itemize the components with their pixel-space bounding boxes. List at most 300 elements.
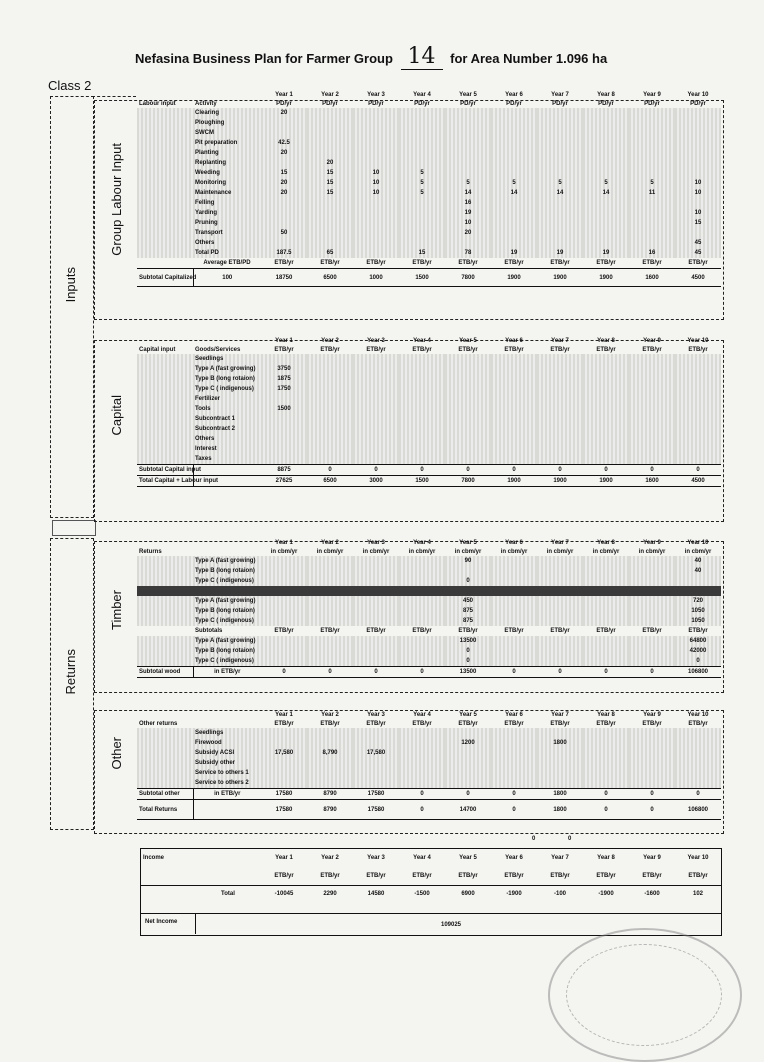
table-row <box>137 434 721 444</box>
table-cell <box>399 576 445 586</box>
subtotal-row <box>137 476 721 487</box>
table-cell <box>307 566 353 576</box>
table-cell <box>399 606 445 616</box>
table-cell <box>629 656 675 667</box>
table-cell: 0 <box>512 791 516 797</box>
table-cell <box>491 636 537 646</box>
table-cell <box>399 138 445 148</box>
table-cell <box>353 454 399 465</box>
table-cell <box>537 158 583 168</box>
table-cell: Year 3 <box>367 91 385 98</box>
table-cell: Replanting <box>193 158 261 168</box>
timber-table <box>137 538 721 678</box>
table-cell: Subsidy other <box>193 758 261 768</box>
table-cell: 13500 <box>445 636 491 646</box>
table-cell: Type B (long rotaion) <box>193 606 261 616</box>
table-cell <box>353 148 399 158</box>
table-cell: Year 5 <box>459 91 477 98</box>
table-cell: SWCM <box>193 128 261 138</box>
table-cell <box>307 768 353 778</box>
table-cell <box>491 238 537 248</box>
table-cell <box>491 108 537 118</box>
table-cell <box>537 118 583 128</box>
table-cell <box>629 384 675 394</box>
table-cell: Pit preparation <box>193 138 261 148</box>
table-cell: -1900 <box>598 891 614 898</box>
table-cell: 106800 <box>687 669 709 675</box>
table-cell <box>491 586 537 596</box>
table-cell: Year 4 <box>413 91 431 98</box>
table-cell: 875 <box>445 616 491 626</box>
table-cell <box>307 414 353 424</box>
table-cell <box>491 556 537 566</box>
table-cell: ETB/yr <box>412 628 432 634</box>
table-cell: 14 <box>491 188 537 198</box>
table-cell: Year 1 <box>275 855 293 861</box>
table-row <box>137 374 721 384</box>
table-cell: 0 <box>374 669 378 675</box>
table-cell <box>137 434 193 444</box>
table-row <box>137 576 721 586</box>
table-cell: Year 10 <box>687 711 709 718</box>
table-row <box>137 636 721 646</box>
table-cell: 450 <box>445 596 491 606</box>
table-cell <box>583 566 629 576</box>
table-cell <box>583 748 629 758</box>
table-cell <box>353 384 399 394</box>
table-cell <box>491 414 537 424</box>
table-cell: 0 <box>558 669 562 675</box>
table-cell <box>137 178 193 188</box>
class-label: Class 2 <box>48 78 92 93</box>
table-cell: 0 <box>604 467 608 473</box>
table-cell <box>399 586 445 596</box>
table-cell: 40 <box>675 556 721 566</box>
table-cell <box>629 364 675 374</box>
table-cell <box>491 728 537 738</box>
table-cell: 0 <box>420 669 424 675</box>
table-row <box>137 128 721 138</box>
table-cell <box>307 424 353 434</box>
table-cell <box>137 238 193 248</box>
table-cell: Year 6 <box>505 711 523 718</box>
table-cell <box>137 248 193 258</box>
subtotal-row <box>137 667 721 678</box>
table-cell <box>353 158 399 168</box>
table-cell <box>537 364 583 374</box>
table-cell <box>353 424 399 434</box>
table-cell <box>583 364 629 374</box>
table-cell <box>399 424 445 434</box>
table-cell <box>137 228 193 238</box>
table-cell: Year 7 <box>551 855 569 861</box>
table-cell: Year 10 <box>687 855 709 861</box>
table-row <box>137 364 721 374</box>
table-cell <box>307 128 353 138</box>
table-cell <box>491 374 537 384</box>
table-cell: ETB/yr <box>412 872 432 879</box>
table-cell: 5 <box>399 178 445 188</box>
table-cell <box>583 758 629 768</box>
table-cell: Year 4 <box>413 539 431 546</box>
table-cell: 5 <box>629 178 675 188</box>
table-cell <box>307 646 353 656</box>
table-cell <box>583 586 629 596</box>
table-cell <box>583 354 629 364</box>
table-cell <box>491 758 537 768</box>
table-cell: ETB/yr <box>596 872 616 879</box>
table-cell <box>583 434 629 444</box>
table-cell: 19 <box>491 248 537 258</box>
table-cell <box>261 636 307 646</box>
table-cell: ETB/yr <box>688 346 708 353</box>
table-cell <box>261 424 307 434</box>
table-cell <box>307 576 353 586</box>
table-cell: 106800 <box>687 806 709 813</box>
table-cell: ETB/yr <box>366 346 386 353</box>
table-cell <box>629 354 675 364</box>
table-cell <box>399 556 445 566</box>
table-cell <box>399 616 445 626</box>
table-cell <box>491 198 537 208</box>
table-cell <box>307 728 353 738</box>
table-cell: 78 <box>445 248 491 258</box>
table-cell <box>399 158 445 168</box>
table-cell: 17580 <box>367 806 385 813</box>
table-cell: ETB/yr <box>504 346 524 353</box>
table-cell <box>137 374 193 384</box>
table-cell <box>399 364 445 374</box>
table-cell <box>675 118 721 128</box>
table-cell: Year 5 <box>459 711 477 718</box>
table-cell <box>353 128 399 138</box>
table-cell <box>137 424 193 434</box>
table-cell <box>399 384 445 394</box>
table-cell: 1800 <box>553 806 567 813</box>
table-cell <box>353 646 399 656</box>
table-cell: Year 5 <box>459 539 477 546</box>
table-cell <box>137 208 193 218</box>
table-cell <box>141 885 195 903</box>
table-cell: 17580 <box>367 791 385 797</box>
table-cell: ETB/yr <box>366 628 386 634</box>
table-cell: 1600 <box>645 274 659 281</box>
table-cell: 17580 <box>275 806 293 813</box>
table-cell: ETB/yr <box>642 628 662 634</box>
table-cell: Year 10 <box>687 91 709 98</box>
table-cell <box>353 108 399 118</box>
table-cell: Type B (long rotaion) <box>193 646 261 656</box>
table-cell: 64800 <box>675 636 721 646</box>
table-cell: in cbm/yr <box>638 548 666 555</box>
labour-label: Group Labour Input <box>109 143 124 256</box>
table-cell: Year 6 <box>505 337 523 344</box>
table-cell: 20 <box>445 228 491 238</box>
table-cell: 1800 <box>553 791 567 797</box>
table-cell <box>137 90 193 99</box>
table-cell <box>353 354 399 364</box>
table-cell: ETB/yr <box>688 720 708 727</box>
table-cell <box>307 444 353 454</box>
table-cell <box>629 168 675 178</box>
table-cell <box>537 434 583 444</box>
table-cell: 14 <box>583 188 629 198</box>
table-cell <box>353 768 399 778</box>
net-income-label: Net Income <box>145 919 178 925</box>
table-cell <box>629 158 675 168</box>
table-cell <box>675 748 721 758</box>
table-cell: -10045 <box>274 891 294 898</box>
table-cell <box>445 374 491 384</box>
header-row <box>137 90 721 99</box>
table-cell: ETB/yr <box>458 346 478 353</box>
table-cell <box>675 404 721 414</box>
table-cell <box>399 108 445 118</box>
table-cell: Year 8 <box>597 539 615 546</box>
below-value: 0 <box>532 836 536 842</box>
table-cell <box>399 118 445 128</box>
table-cell: Type A (fast growing) <box>193 364 261 374</box>
table-cell: Taxes <box>193 454 261 465</box>
labour-table <box>137 90 721 287</box>
table-row <box>137 768 721 778</box>
table-cell: 8875 <box>277 467 291 473</box>
table-cell: 1750 <box>261 384 307 394</box>
table-cell: -100 <box>553 891 566 898</box>
table-cell <box>583 138 629 148</box>
table-cell <box>307 616 353 626</box>
table-cell <box>629 606 675 616</box>
table-cell: ETB/yr <box>550 346 570 353</box>
table-cell <box>261 566 307 576</box>
table-cell <box>193 719 261 728</box>
table-cell: 5 <box>399 188 445 198</box>
table-cell <box>537 208 583 218</box>
table-cell: 16 <box>445 198 491 208</box>
table-cell <box>491 218 537 228</box>
table-cell: Service to others 1 <box>193 768 261 778</box>
table-cell <box>537 404 583 414</box>
table-cell <box>537 444 583 454</box>
table-cell <box>307 238 353 248</box>
table-cell: ETB/yr <box>642 872 662 879</box>
subtotal-row <box>137 465 721 476</box>
table-cell <box>399 208 445 218</box>
table-cell: 15 <box>399 248 445 258</box>
table-cell <box>537 656 583 667</box>
table-cell <box>537 748 583 758</box>
table-cell: Income <box>143 855 165 861</box>
table-cell <box>583 656 629 667</box>
table-cell: PD/yr <box>414 100 430 107</box>
table-cell: -1600 <box>644 891 660 898</box>
table-cell <box>353 374 399 384</box>
table-cell: Monitoring <box>193 178 261 188</box>
table-cell: Capital input <box>139 346 176 353</box>
table-cell <box>399 228 445 238</box>
table-cell <box>537 384 583 394</box>
table-cell: Seedlings <box>193 354 261 364</box>
table-cell: in ETB/yr <box>214 791 241 797</box>
table-cell: ETB/yr <box>274 346 294 353</box>
table-cell <box>353 616 399 626</box>
table-cell: 1500 <box>415 274 429 281</box>
table-cell: Year 3 <box>367 337 385 344</box>
table-cell <box>399 394 445 404</box>
table-cell <box>491 208 537 218</box>
table-cell <box>491 118 537 128</box>
table-cell: ETB/yr <box>274 720 294 727</box>
table-cell <box>353 738 399 748</box>
returns-frame <box>50 538 94 830</box>
table-cell <box>137 656 193 667</box>
table-cell: 720 <box>675 596 721 606</box>
table-cell: in cbm/yr <box>316 548 344 555</box>
table-cell: ETB/yr <box>320 872 340 879</box>
table-cell: Year 2 <box>321 711 339 718</box>
table-cell <box>583 218 629 228</box>
table-cell <box>399 238 445 248</box>
table-cell: Year 8 <box>597 91 615 98</box>
table-cell: Year 7 <box>551 337 569 344</box>
table-cell: 5 <box>491 178 537 188</box>
table-cell <box>583 728 629 738</box>
table-cell <box>353 364 399 374</box>
table-cell <box>137 414 193 424</box>
table-cell <box>399 738 445 748</box>
table-cell <box>445 168 491 178</box>
table-cell <box>399 198 445 208</box>
table-cell <box>137 188 193 198</box>
table-cell: Type C ( indigenous) <box>193 384 261 394</box>
table-cell: Subtotals <box>195 628 223 634</box>
table-cell: 19 <box>445 208 491 218</box>
table-cell <box>491 778 537 789</box>
table-cell <box>353 404 399 414</box>
table-row <box>137 606 721 616</box>
subtotal-row <box>137 269 721 287</box>
table-cell: Service to others 2 <box>193 778 261 789</box>
table-cell: in cbm/yr <box>500 548 528 555</box>
table-row <box>137 148 721 158</box>
table-cell <box>445 758 491 768</box>
capital-table <box>137 336 721 487</box>
table-cell: Year 6 <box>505 539 523 546</box>
table-cell <box>137 538 193 547</box>
table-cell <box>195 867 261 885</box>
table-cell <box>137 168 193 178</box>
table-cell <box>137 444 193 454</box>
table-cell <box>537 238 583 248</box>
table-cell <box>307 758 353 768</box>
table-cell: 17580 <box>275 791 293 797</box>
table-row <box>137 728 721 738</box>
table-cell: 27625 <box>275 478 293 484</box>
table-cell <box>307 148 353 158</box>
table-cell <box>353 758 399 768</box>
table-cell: PD/yr <box>276 100 292 107</box>
table-cell: Year 6 <box>505 91 523 98</box>
table-cell <box>629 576 675 586</box>
table-cell: 15 <box>675 218 721 228</box>
inputs-label: Inputs <box>63 267 78 303</box>
table-cell <box>675 576 721 586</box>
table-cell: Year 9 <box>643 337 661 344</box>
table-cell: 0 <box>445 646 491 656</box>
table-cell <box>629 586 675 596</box>
table-cell: PD/yr <box>644 100 660 107</box>
header-row <box>137 345 721 354</box>
header-row <box>137 547 721 556</box>
table-cell <box>353 656 399 667</box>
table-cell: 3000 <box>369 478 383 484</box>
table-cell: 65 <box>307 248 353 258</box>
table-cell: ETB/yr <box>688 260 708 266</box>
table-cell <box>675 434 721 444</box>
table-cell <box>583 646 629 656</box>
table-cell <box>491 596 537 606</box>
table-cell: Year 5 <box>459 337 477 344</box>
table-cell: Type A (fast growing) <box>193 596 261 606</box>
table-cell <box>583 606 629 616</box>
table-row <box>137 228 721 238</box>
table-cell <box>445 586 491 596</box>
table-cell: Subtotal Capital input <box>137 465 193 476</box>
table-cell <box>307 404 353 414</box>
table-cell: 20 <box>261 178 307 188</box>
table-cell <box>491 738 537 748</box>
table-cell: Year 4 <box>413 711 431 718</box>
table-cell <box>583 738 629 748</box>
table-cell <box>261 656 307 667</box>
table-cell <box>675 586 721 596</box>
table-cell <box>261 728 307 738</box>
header-row <box>137 538 721 547</box>
table-cell <box>193 710 261 719</box>
table-cell: ETB/yr <box>550 720 570 727</box>
table-cell <box>445 728 491 738</box>
table-cell <box>137 728 193 738</box>
table-cell <box>307 596 353 606</box>
table-cell <box>675 168 721 178</box>
table-cell <box>307 656 353 667</box>
table-cell <box>583 404 629 414</box>
table-cell <box>307 374 353 384</box>
table-cell <box>537 108 583 118</box>
table-cell <box>353 636 399 646</box>
table-cell: ETB/yr <box>596 720 616 727</box>
table-cell: Year 1 <box>275 711 293 718</box>
table-cell <box>261 434 307 444</box>
table-cell <box>353 414 399 424</box>
table-cell: in cbm/yr <box>270 548 298 555</box>
table-cell <box>629 646 675 656</box>
table-cell <box>445 434 491 444</box>
table-cell: ETB/yr <box>550 872 570 879</box>
table-cell <box>261 394 307 404</box>
table-cell <box>353 238 399 248</box>
table-cell <box>491 606 537 616</box>
table-cell: Year 7 <box>551 711 569 718</box>
table-row <box>137 138 721 148</box>
table-cell: 1900 <box>553 478 567 484</box>
table-cell <box>583 128 629 138</box>
table-cell <box>675 728 721 738</box>
table-cell <box>583 394 629 404</box>
table-cell <box>137 566 193 576</box>
table-cell <box>399 434 445 444</box>
table-cell: Year 7 <box>551 91 569 98</box>
